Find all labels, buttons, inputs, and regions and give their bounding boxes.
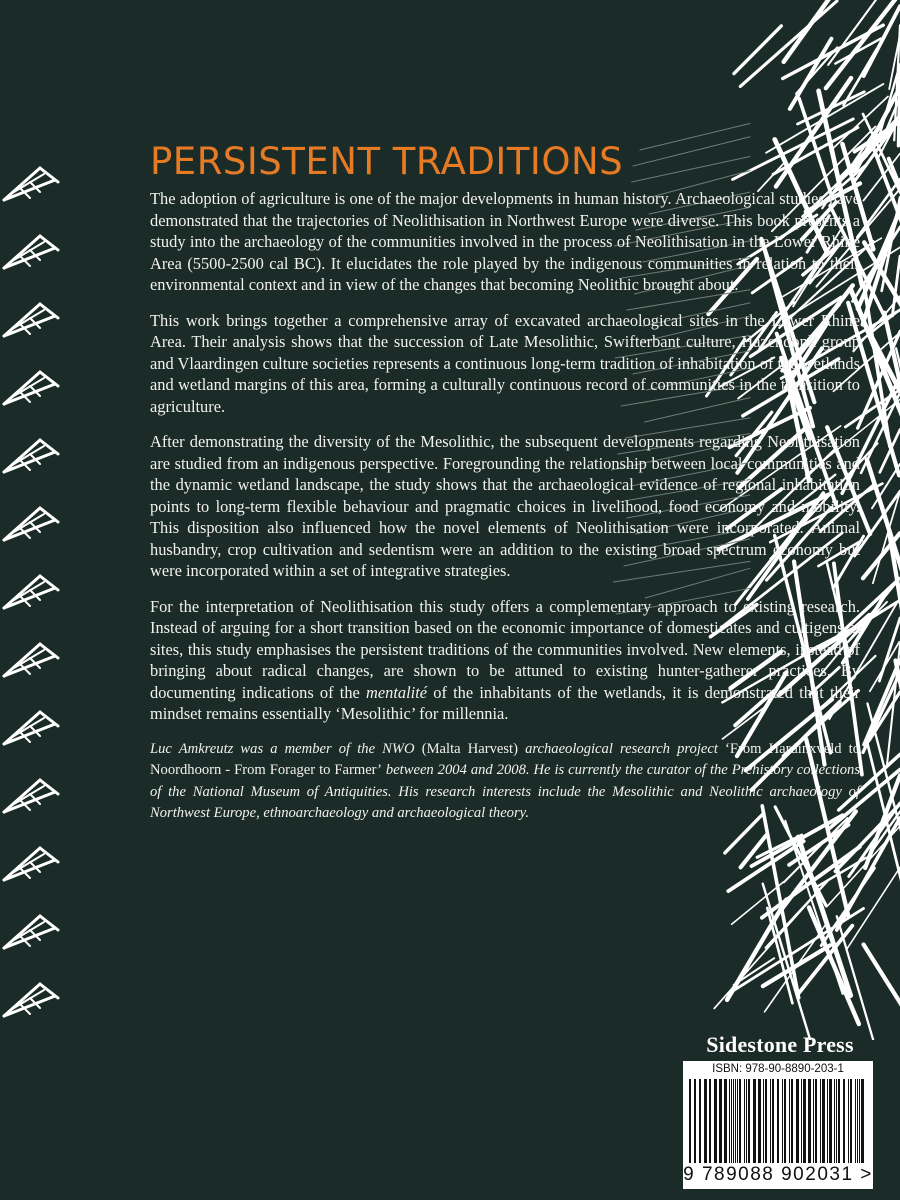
barcode-digits: 9 789088 902031 > [683, 1164, 873, 1185]
author-bio [150, 739, 860, 825]
barcode-bar [855, 1079, 856, 1163]
pattern-stroke [4, 168, 40, 200]
barcode-bar [748, 1079, 750, 1163]
barcode-bar [770, 1079, 771, 1163]
barcode-bar [803, 1079, 806, 1163]
pattern-stroke [863, 673, 900, 753]
barcode-bar [735, 1079, 736, 1163]
paragraph-3: After demonstrating the diversity of the Mesolithic, the subsequent developments regarding Neolithisation are studied from an indigenous perspective. Foregrounding the relationship between local communities and the dynamic wetland landscape, the study shows that the archaeological evidence of regional inhabitation points to long-term flexible behaviour and pragmatic choices in livelihood, food economy and mobility. This disposition also influenced how the novel elements of Neolithisation were incorporated. Animal husbandry, crop cultivation and sedentism were an addition to the existing broad spectrum economy but were incorporated within a set of integrative strategies. [150, 432, 860, 580]
barcode-bar [772, 1079, 774, 1163]
barcode-bar [765, 1079, 767, 1163]
barcode-bar [808, 1079, 811, 1163]
barcode-bar [784, 1079, 786, 1163]
barcode-bar [843, 1079, 845, 1163]
barcode-bar [744, 1079, 745, 1163]
pattern-stroke [734, 26, 781, 74]
barcode-bar [699, 1079, 701, 1163]
bio-text-3: archaeological research project [517, 740, 725, 757]
barcode-bar [714, 1079, 717, 1163]
barcode-bar [719, 1079, 722, 1163]
pattern-stroke [4, 848, 40, 880]
blurb-text [150, 140, 860, 825]
book-title: PERSISTENT TRADITIONS [150, 140, 624, 183]
barcode-bar [724, 1079, 727, 1163]
barcode-bar [829, 1079, 832, 1163]
barcode-bar [834, 1079, 835, 1163]
paragraph-4-text-a: For the interpretation of Neolithisation this study offers a complementary approach to existing research. Instead of arguing for a short transition based on the economic importance of domesticates and cultigens at sites, this study emphasises the persistent traditions of the communities involved. New elements, instead of bringing about radical changes, are shown to be attuned to existing hunter-gatherer practices. By documenting indications of the [150, 596, 860, 702]
barcode-bar [731, 1079, 732, 1163]
bio-text-1: Luc Amkreutz was a member of the NWO [150, 740, 422, 757]
barcode-bar [848, 1079, 849, 1163]
barcode-bar [820, 1079, 821, 1163]
barcode-bar [689, 1079, 691, 1163]
barcode-bar [857, 1079, 858, 1163]
barcode-bar [733, 1079, 734, 1163]
barcode-bar [861, 1079, 864, 1163]
barcode-bar [737, 1079, 738, 1163]
barcode-bar [791, 1079, 793, 1163]
paragraph-2: This work brings together a comprehensive array of excavated archaeological sites in the Lower Rhine Area. Their analysis shows that the succession of Late Mesolithic, Swifterbant culture, Hazendonk group and Vlaardingen culture societies represents a continuous long-term tradition of inhabitation of the wetlands and wetland margins of this area, forming a culturally continuous record of communities in the transition to agriculture. [150, 310, 860, 416]
barcode-bar [822, 1079, 825, 1163]
bio-text-4: ‘From Hardinxveld to Noordhoorn - From Forager to Farmer’ [150, 740, 860, 778]
publisher-name: Sidestone Press [706, 1032, 854, 1057]
pattern-stroke [4, 440, 40, 472]
barcode-bar [789, 1079, 790, 1163]
barcode-bar [746, 1079, 747, 1163]
pattern-stroke [4, 508, 40, 540]
barcode-bar [763, 1079, 764, 1163]
paragraph-4-text-b: of the inhabitants of the wetlands, it is demonstrated that their mindset remains essentially ‘Mesolithic’ for millennia. [150, 682, 861, 723]
barcode-bar [815, 1079, 817, 1163]
left-decorative-pattern [0, 150, 80, 1030]
barcode-bar [704, 1079, 707, 1163]
pattern-stroke [4, 984, 40, 1016]
barcode-bar [694, 1079, 696, 1163]
pattern-stroke [4, 372, 40, 404]
pattern-stroke [4, 236, 40, 268]
barcode-bar [838, 1079, 840, 1163]
pattern-stroke [741, 835, 767, 867]
pattern-stroke [4, 916, 40, 948]
barcode-bar [739, 1079, 741, 1163]
pattern-stroke [4, 712, 40, 744]
barcode-bar [850, 1079, 852, 1163]
barcode-bar [796, 1079, 799, 1163]
pattern-stroke [4, 644, 40, 676]
paragraph-4-emphasis: mentalité [366, 682, 428, 702]
bio-text-2: (Malta Harvest) [421, 740, 518, 757]
barcode-bar [709, 1079, 711, 1163]
barcode-bar [753, 1079, 756, 1163]
pattern-stroke [4, 304, 40, 336]
barcode-bar [827, 1079, 828, 1163]
isbn-label: ISBN: 978-90-8890-203-1 [712, 1063, 844, 1075]
paragraph-1: The adoption of agriculture is one of the major developments in human history. Archaeological studies have demonstrated that the trajectories of Neolithisation in Northwest Europe were diverse. This book presents a study into the archaeology of the communities involved in the process of Neolithisation in the Lower Rhine Area (5500-2500 cal BC). It elucidates the role played by the indigenous communities in relation to their environmental context and in view of the changes that becoming Neolithic brought about. [150, 189, 860, 294]
barcode-bar [836, 1079, 837, 1163]
barcode-bar [859, 1079, 860, 1163]
pattern-stroke [790, 39, 832, 109]
barcode-bar [777, 1079, 779, 1163]
barcode-bar [801, 1079, 802, 1163]
pattern-stroke [4, 576, 40, 608]
isbn-barcode [683, 1061, 873, 1189]
pattern-stroke [892, 256, 900, 316]
barcode-bar [729, 1079, 730, 1163]
bio-text-5: between 2004 and 2008. He is currently the curator of the Prehistory collections of the National Museum of Antiquities. His research interests include the Mesolithic and Neolithic archaeology of Northwest Europe, ethnoarchaeology and archaeological theory. [150, 762, 860, 821]
barcode-bars [689, 1079, 867, 1165]
paragraph-4 [150, 596, 860, 725]
pattern-stroke [4, 780, 40, 812]
barcode-bar [782, 1079, 783, 1163]
barcode-bar [813, 1079, 814, 1163]
barcode-bar [758, 1079, 761, 1163]
pattern-stroke [846, 867, 900, 949]
